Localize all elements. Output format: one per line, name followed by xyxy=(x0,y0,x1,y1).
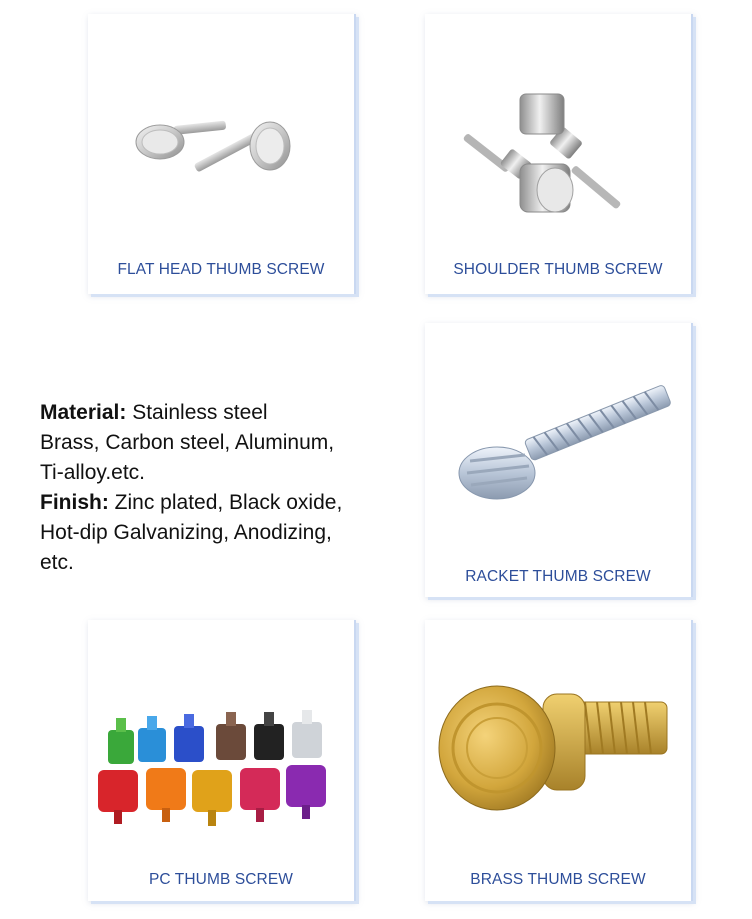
finish-label: Finish: xyxy=(40,491,109,514)
product-caption: FLAT HEAD THUMB SCREW xyxy=(117,261,325,278)
finish-text: Hot-dip Galvanizing, Anodizing, xyxy=(40,521,332,544)
product-caption: PC THUMB SCREW xyxy=(148,871,294,888)
product-caption: SHOULDER THUMB SCREW xyxy=(453,261,663,278)
finish-text: etc. xyxy=(40,551,74,574)
product-card-flat-head xyxy=(88,14,356,294)
racket-thumb-screw-image xyxy=(425,323,691,553)
finish-text: Zinc plated, Black oxide, xyxy=(108,491,343,514)
product-caption: BRASS THUMB SCREW xyxy=(470,871,646,888)
pc-thumb-screw-image xyxy=(88,620,354,850)
material-label: Material: xyxy=(40,401,127,424)
brass-thumb-screw-image xyxy=(425,620,691,850)
material-text: Brass, Carbon steel, Aluminum, xyxy=(40,431,335,454)
material-finish-specs xyxy=(40,398,410,578)
product-caption: RACKET THUMB SCREW xyxy=(465,568,651,585)
flat-head-thumb-screw-image xyxy=(88,14,354,244)
shoulder-thumb-screw-image xyxy=(425,14,691,244)
material-text: Ti-alloy.etc. xyxy=(40,461,146,484)
product-card-racket xyxy=(425,323,693,597)
product-card-shoulder xyxy=(425,14,693,294)
product-card-brass xyxy=(425,620,693,901)
material-text: Stainless steel xyxy=(126,401,268,424)
product-card-pc xyxy=(88,620,356,901)
